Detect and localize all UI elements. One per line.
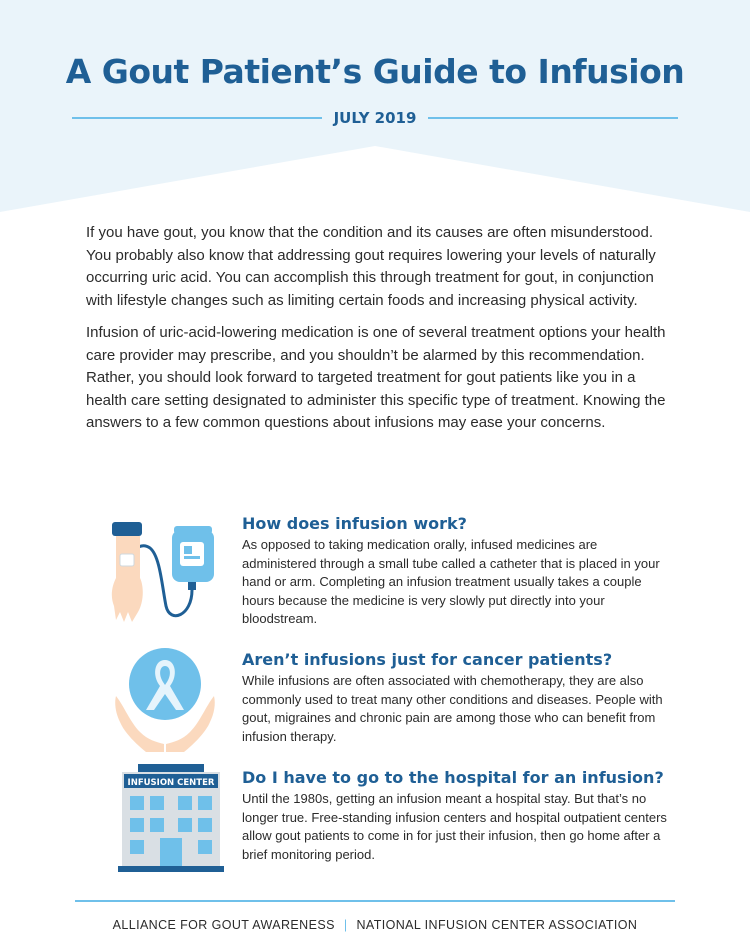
intro-paragraph: Infusion of uric-acid-lowering medication is one of several treatment options your health care provider may prescribe, and you shouldn’t be alarmed by this recommendation. Rather, you should look forward to targeted treatment for gout patients like you in a health care setting designated to administer this specific type of treatment. Knowing the answers to a few common questions about infusions may ease your concerns. [86, 324, 666, 431]
faq-question: How does infusion work? [242, 514, 467, 533]
faq-answer: Until the 1980s, getting an infusion meant a hospital stay. But that’s no longer true. Free-standing infusion centers and hospital outpatient centers allow gout patients to come in for just their infusion, then go home after a brief monitoring period. [242, 791, 667, 862]
publication-date: JULY 2019 [333, 109, 417, 127]
footer-rule [75, 900, 675, 902]
footer-org-left: ALLIANCE FOR GOUT AWARENESS [112, 918, 335, 932]
infusion-center-building-icon [116, 762, 226, 872]
faq-question: Do I have to go to the hospital for an infusion? [242, 768, 664, 787]
footer-separator: | [343, 918, 348, 932]
intro-paragraph: If you have gout, you know that the condition and its causes are often misunderstood. You probably also know that addressing gout requires lowering your levels of naturally occurring uric acid. You can accomplish this through treatment for gout, in conjunction with lifestyle changes such as limiting certain foods and increasing physical activity. [86, 224, 656, 309]
infusion-center-sign: INFUSION CENTER [127, 778, 215, 788]
ribbon-hands-icon [110, 644, 220, 754]
footer [0, 918, 750, 932]
date-rule-left [72, 117, 322, 119]
faq-answer: While infusions are often associated with chemotherapy, they are also commonly used to treat many other conditions and diseases. People with gout, migraines and chronic pain are among those who can benefit from infusion therapy. [242, 673, 663, 744]
page-title: A Gout Patient’s Guide to Infusion [65, 52, 685, 91]
footer-org-right: NATIONAL INFUSION CENTER ASSOCIATION [356, 918, 638, 932]
date-rule-right [428, 117, 678, 119]
intro-section [86, 222, 666, 445]
iv-drip-icon [110, 516, 220, 626]
date-row [72, 108, 678, 128]
faq-answer: As opposed to taking medication orally, infused medicines are administered through a small tube called a catheter that is placed in your hand or arm. Completing an infusion treatment usually takes a couple hours because the medicine is very slowly put directly into your bloodstream. [242, 537, 660, 626]
faq-question: Aren’t infusions just for cancer patients? [242, 650, 613, 669]
